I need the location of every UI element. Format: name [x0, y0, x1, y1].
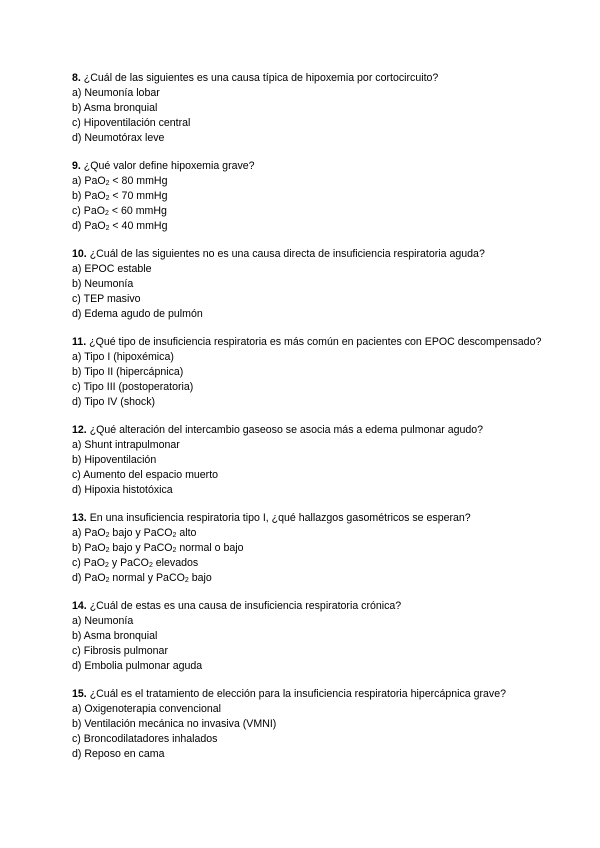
question-block — [72, 247, 542, 322]
answer-option — [72, 101, 542, 116]
option-letter: a) — [72, 175, 82, 187]
question-text-line — [72, 159, 542, 174]
answer-option — [72, 350, 542, 365]
question-block — [72, 71, 542, 146]
option-text: Tipo III (postoperatoria) — [83, 381, 194, 393]
question-number: 14. — [72, 600, 87, 612]
question-list — [72, 71, 542, 775]
answer-option — [72, 732, 542, 747]
option-letter: c) — [72, 557, 81, 569]
option-letter: b) — [72, 102, 82, 114]
answer-option — [72, 747, 542, 762]
option-letter: d) — [72, 748, 82, 760]
option-letter: d) — [72, 132, 82, 144]
option-letter: b) — [72, 366, 82, 378]
answer-option — [72, 659, 542, 674]
option-text: Ventilación mecánica no invasiva (VMNI) — [84, 718, 277, 730]
answer-option — [72, 702, 542, 717]
option-text: Neumonía — [84, 615, 134, 627]
answer-option — [72, 614, 542, 629]
answer-option — [72, 629, 542, 644]
option-text: Asma bronquial — [83, 102, 158, 114]
option-text: Edema agudo de pulmón — [84, 308, 203, 320]
option-text-part: PaO — [84, 190, 106, 202]
option-letter: b) — [72, 454, 82, 466]
option-text-part: bajo — [188, 572, 212, 584]
option-subscript: 2 — [104, 562, 109, 569]
option-letter: a) — [72, 703, 82, 715]
option-text-part: PaO — [84, 220, 106, 232]
answer-option — [72, 717, 542, 732]
option-text-part: bajo y PaCO — [109, 542, 173, 554]
option-text-part: PaO — [84, 572, 106, 584]
question-block — [72, 687, 542, 762]
question-text-line — [72, 71, 542, 86]
option-text-part: PaO — [83, 557, 105, 569]
option-text-part: PaO — [84, 527, 106, 539]
option-text: Fibrosis pulmonar — [83, 645, 168, 657]
answer-option — [72, 131, 542, 146]
option-letter: d) — [72, 220, 82, 232]
question-text-line — [72, 687, 542, 702]
option-text: Reposo en cama — [84, 748, 165, 760]
option-text: Broncodilatadores inhalados — [83, 733, 218, 745]
question-text: ¿Qué alteración del intercambio gaseoso se asocia más a edema pulmonar agudo? — [89, 424, 484, 436]
option-letter: d) — [72, 484, 82, 496]
option-letter: c) — [72, 293, 81, 305]
option-letter: c) — [72, 117, 81, 129]
question-number: 13. — [72, 512, 87, 524]
option-subscript: 2 — [172, 547, 177, 554]
option-text: Embolia pulmonar aguda — [84, 660, 203, 672]
answer-option — [72, 365, 542, 380]
question-text: ¿Cuál de estas es una causa de insuficiencia respiratoria crónica? — [89, 600, 402, 612]
answer-option — [72, 556, 542, 571]
option-subscript: 2 — [105, 532, 110, 539]
option-letter: d) — [72, 572, 82, 584]
question-number: 15. — [72, 688, 87, 700]
option-text-part: < 60 mmHg — [108, 205, 167, 217]
answer-option — [72, 468, 542, 483]
option-letter: b) — [72, 278, 82, 290]
option-letter: c) — [72, 205, 81, 217]
answer-option — [72, 644, 542, 659]
option-letter: c) — [72, 381, 81, 393]
option-text: EPOC estable — [84, 263, 152, 275]
answer-option — [72, 204, 542, 219]
option-text-part: normal o bajo — [176, 542, 244, 554]
answer-option — [72, 571, 542, 586]
answer-option — [72, 380, 542, 395]
option-letter: b) — [72, 630, 82, 642]
question-text-line — [72, 247, 542, 262]
option-text-part: normal y PaCO — [109, 572, 185, 584]
option-letter: b) — [72, 542, 82, 554]
answer-option — [72, 262, 542, 277]
answer-option — [72, 116, 542, 131]
question-number: 8. — [72, 72, 81, 84]
option-text: Neumonía — [84, 278, 134, 290]
option-text: Tipo IV (shock) — [84, 396, 156, 408]
option-text: Oxigenoterapia convencional — [84, 703, 222, 715]
question-text: ¿Cuál de las siguientes no es una causa directa de insuficiencia respiratoria aguda? — [89, 248, 485, 260]
option-letter: a) — [72, 87, 82, 99]
option-text-part: y PaCO — [108, 557, 149, 569]
option-text: Hipoventilación — [84, 454, 157, 466]
answer-option — [72, 526, 542, 541]
answer-option — [72, 438, 542, 453]
option-text-part: elevados — [152, 557, 199, 569]
answer-option — [72, 219, 542, 234]
answer-option — [72, 541, 542, 556]
question-text: ¿Cuál de las siguientes es una causa típica de hipoxemia por cortocircuito? — [83, 72, 439, 84]
question-block — [72, 159, 542, 234]
option-letter: d) — [72, 396, 82, 408]
answer-option — [72, 86, 542, 101]
option-text: Hipoxia histotóxica — [84, 484, 173, 496]
question-text: ¿Qué valor define hipoxemia grave? — [83, 160, 255, 172]
option-letter: d) — [72, 660, 82, 672]
question-number: 11. — [72, 336, 87, 348]
option-text: Hipoventilación central — [83, 117, 191, 129]
question-text-line — [72, 335, 542, 350]
question-text: En una insuficiencia respiratoria tipo I, ¿qué hallazgos gasométricos se esperan? — [89, 512, 471, 524]
question-block — [72, 599, 542, 674]
option-letter: a) — [72, 527, 82, 539]
option-subscript: 2 — [104, 210, 109, 217]
answer-option — [72, 395, 542, 410]
question-text-line — [72, 599, 542, 614]
option-text-part: < 80 mmHg — [109, 175, 168, 187]
option-letter: a) — [72, 263, 82, 275]
question-block — [72, 423, 542, 498]
question-text: ¿Qué tipo de insuficiencia respiratoria es más común en pacientes con EPOC descompensado? — [89, 336, 542, 348]
option-text: Asma bronquial — [83, 630, 158, 642]
option-text-part: alto — [176, 527, 197, 539]
answer-option — [72, 174, 542, 189]
question-number: 12. — [72, 424, 87, 436]
answer-option — [72, 189, 542, 204]
option-subscript: 2 — [172, 532, 177, 539]
option-letter: a) — [72, 439, 82, 451]
option-subscript: 2 — [148, 562, 153, 569]
option-letter: a) — [72, 351, 82, 363]
option-subscript: 2 — [184, 577, 189, 584]
option-text: Neumonía lobar — [84, 87, 160, 99]
option-text: Tipo II (hipercápnica) — [84, 366, 184, 378]
option-text-part: PaO — [84, 175, 106, 187]
option-text: Aumento del espacio muerto — [83, 469, 219, 481]
option-text-part: < 40 mmHg — [109, 220, 168, 232]
option-subscript: 2 — [105, 180, 110, 187]
question-number: 9. — [72, 160, 81, 172]
question-block — [72, 511, 542, 586]
answer-option — [72, 277, 542, 292]
question-text: ¿Cuál es el tratamiento de elección para la insuficiencia respiratoria hipercápnica grave? — [89, 688, 507, 700]
option-text-part: PaO — [84, 542, 106, 554]
option-letter: d) — [72, 308, 82, 320]
option-subscript: 2 — [105, 577, 110, 584]
option-subscript: 2 — [105, 225, 110, 232]
answer-option — [72, 307, 542, 322]
option-subscript: 2 — [105, 195, 110, 202]
question-text-line — [72, 511, 542, 526]
option-text: Tipo I (hipoxémica) — [84, 351, 174, 363]
question-text-line — [72, 423, 542, 438]
answer-option — [72, 453, 542, 468]
option-text: TEP masivo — [83, 293, 141, 305]
option-letter: b) — [72, 190, 82, 202]
option-text: Neumotórax leve — [84, 132, 165, 144]
option-subscript: 2 — [105, 547, 110, 554]
option-text: Shunt intrapulmonar — [84, 439, 180, 451]
option-letter: a) — [72, 615, 82, 627]
option-letter: c) — [72, 469, 81, 481]
option-text-part: < 70 mmHg — [109, 190, 168, 202]
question-block — [72, 335, 542, 410]
option-letter: c) — [72, 733, 81, 745]
question-number: 10. — [72, 248, 87, 260]
answer-option — [72, 292, 542, 307]
option-text-part: PaO — [83, 205, 105, 217]
option-text-part: bajo y PaCO — [109, 527, 173, 539]
answer-option — [72, 483, 542, 498]
option-letter: c) — [72, 645, 81, 657]
option-letter: b) — [72, 718, 82, 730]
